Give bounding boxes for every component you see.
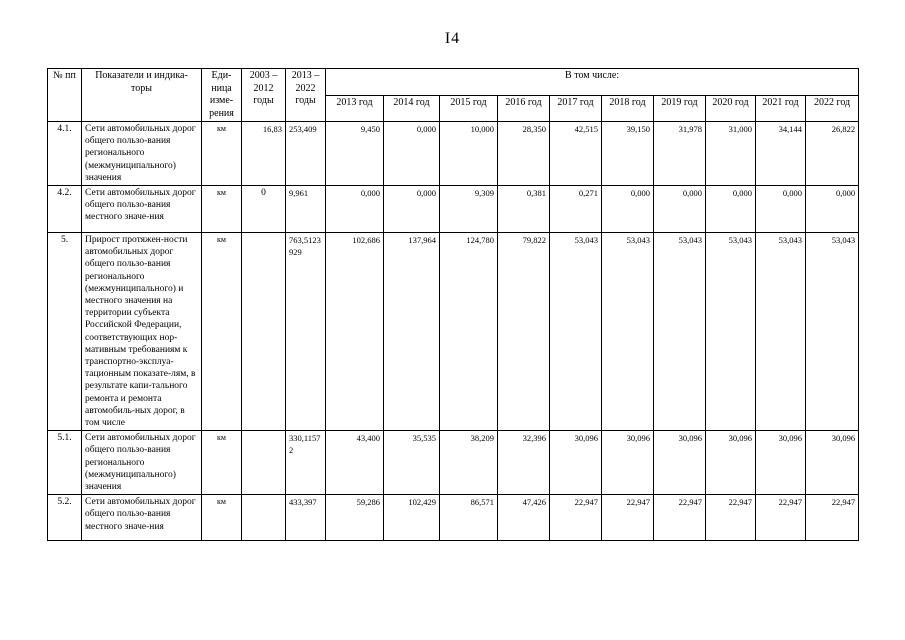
row-value: 0,271 [550, 186, 602, 233]
row-num: 5.2. [48, 495, 82, 541]
header-year: 2020 год [706, 95, 756, 122]
row-value: 22,947 [806, 495, 859, 541]
row-value: 39,150 [602, 122, 654, 186]
row-value: 59,286 [326, 495, 384, 541]
row-value: 124,780 [440, 233, 498, 431]
row-period-2003-2012: 0 [242, 186, 286, 233]
row-value: 43,400 [326, 431, 384, 495]
row-value: 30,096 [602, 431, 654, 495]
row-value: 31,000 [706, 122, 756, 186]
row-value: 22,947 [756, 495, 806, 541]
row-indicator: Сети автомобильных дорог общего пользо-вания местного значе-ния [82, 495, 202, 541]
row-value: 10,000 [440, 122, 498, 186]
row-value: 53,043 [602, 233, 654, 431]
row-period-2013-2022: 253,409 [286, 122, 326, 186]
row-value: 0,000 [806, 186, 859, 233]
row-value: 102,429 [384, 495, 440, 541]
header-num: № пп [48, 69, 82, 122]
header-indicator: Показатели и индика-торы [82, 69, 202, 122]
header-year: 2015 год [440, 95, 498, 122]
row-unit: км [202, 186, 242, 233]
row-unit: км [202, 233, 242, 431]
row-value: 26,822 [806, 122, 859, 186]
row-value: 86,571 [440, 495, 498, 541]
row-indicator: Сети автомобильных дорог общего пользо-вания местного значе-ния [82, 186, 202, 233]
row-value: 53,043 [806, 233, 859, 431]
row-num: 5. [48, 233, 82, 431]
row-value: 22,947 [706, 495, 756, 541]
row-period-2013-2022: 9,961 [286, 186, 326, 233]
header-year: 2022 год [806, 95, 859, 122]
header-year: 2017 год [550, 95, 602, 122]
row-value: 0,000 [706, 186, 756, 233]
row-value: 31,978 [654, 122, 706, 186]
indicators-table [47, 68, 859, 541]
header-year: 2013 год [326, 95, 384, 122]
table-row [48, 186, 859, 233]
row-value: 38,209 [440, 431, 498, 495]
row-indicator: Сети автомобильных дорог общего пользо-вания регионального (межмуниципального) значения [82, 122, 202, 186]
row-value: 30,096 [654, 431, 706, 495]
row-value: 102,686 [326, 233, 384, 431]
row-value: 0,000 [654, 186, 706, 233]
row-value: 34,144 [756, 122, 806, 186]
table-row [48, 122, 859, 186]
row-num: 4.1. [48, 122, 82, 186]
row-indicator: Сети автомобильных дорог общего пользо-вания регионального (межмуниципального) значения [82, 431, 202, 495]
row-value: 53,043 [654, 233, 706, 431]
row-period-2003-2012 [242, 431, 286, 495]
row-value: 28,350 [498, 122, 550, 186]
row-period-2013-2022: 433,397 [286, 495, 326, 541]
row-period-2003-2012: 16,83 [242, 122, 286, 186]
row-num: 4.2. [48, 186, 82, 233]
row-value: 53,043 [706, 233, 756, 431]
row-unit: км [202, 122, 242, 186]
row-indicator: Прирост протяжен-ности автомобильных дорог общего пользо-вания регионального (межмуниципального) и местного значения на территории субъекта Российской Федерации, соответствующих нор-мативным требованиям к транспортно-эксплуа-тационным показате-лям, в результате капи-тального ремонта и ремонта автомобиль-ных дорог, в том числе [82, 233, 202, 431]
row-value: 53,043 [550, 233, 602, 431]
row-value: 0,000 [756, 186, 806, 233]
row-value: 53,043 [756, 233, 806, 431]
header-year: 2014 год [384, 95, 440, 122]
row-unit: км [202, 431, 242, 495]
page-number: I4 [444, 30, 461, 47]
row-value: 30,096 [756, 431, 806, 495]
row-value: 30,096 [550, 431, 602, 495]
row-num: 5.1. [48, 431, 82, 495]
header-including: В том числе: [326, 69, 859, 96]
table-row [48, 495, 859, 541]
row-value: 32,396 [498, 431, 550, 495]
row-value: 47,426 [498, 495, 550, 541]
row-period-2013-2022: 330,11572 [286, 431, 326, 495]
header-unit: Еди-ница изме-рения [202, 69, 242, 122]
row-period-2003-2012 [242, 233, 286, 431]
row-value: 0,000 [384, 122, 440, 186]
header-period-2003-2012: 2003 – 2012 годы [242, 69, 286, 122]
header-year: 2021 год [756, 95, 806, 122]
row-unit: км [202, 495, 242, 541]
header-year: 2018 год [602, 95, 654, 122]
row-value: 42,515 [550, 122, 602, 186]
header-year: 2016 год [498, 95, 550, 122]
row-value: 30,096 [806, 431, 859, 495]
row-value: 137,964 [384, 233, 440, 431]
table-row [48, 233, 859, 431]
row-value: 22,947 [602, 495, 654, 541]
header-row-1 [48, 69, 859, 96]
row-value: 22,947 [550, 495, 602, 541]
row-value: 30,096 [706, 431, 756, 495]
header-year: 2019 год [654, 95, 706, 122]
row-value: 0,000 [326, 186, 384, 233]
row-value: 0,000 [384, 186, 440, 233]
row-value: 0,381 [498, 186, 550, 233]
row-value: 9,450 [326, 122, 384, 186]
row-period-2013-2022: 763,5123929 [286, 233, 326, 431]
row-value: 35,535 [384, 431, 440, 495]
row-value: 0,000 [602, 186, 654, 233]
row-value: 22,947 [654, 495, 706, 541]
row-value: 79,822 [498, 233, 550, 431]
table-row [48, 431, 859, 495]
row-value: 9,309 [440, 186, 498, 233]
row-period-2003-2012 [242, 495, 286, 541]
header-period-2013-2022: 2013 – 2022 годы [286, 69, 326, 122]
